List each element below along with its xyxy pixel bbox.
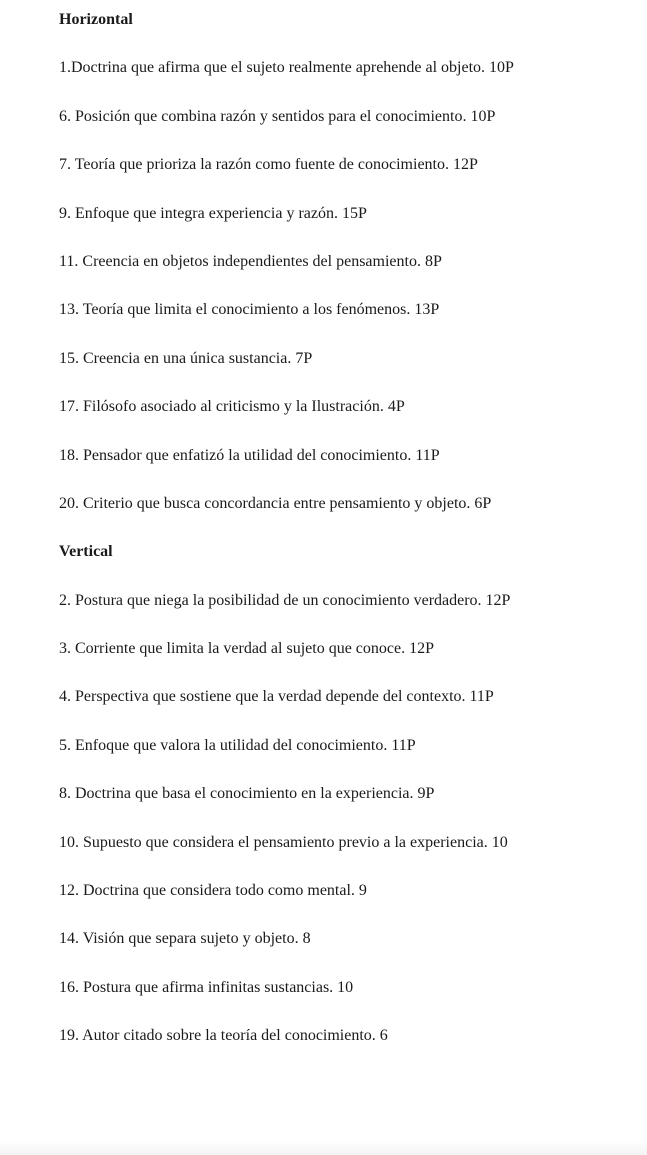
clue-item: 6. Posición que combina razón y sentidos para el conocimiento. 10P	[59, 107, 496, 125]
clue-item: 19. Autor citado sobre la teoría del conocimiento. 6	[59, 1027, 388, 1045]
clue-item: 16. Postura que afirma infinitas sustancias. 10	[59, 978, 354, 996]
section-heading-vertical: Vertical	[59, 543, 113, 561]
document-content	[59, 7, 639, 1072]
clue-item: 13. Teoría que limita el conocimiento a los fenómenos. 13P	[59, 301, 440, 319]
clue-item: 12. Doctrina que considera todo como mental. 9	[59, 882, 367, 900]
clue-item: 17. Filósofo asociado al criticismo y la Ilustración. 4P	[59, 398, 405, 416]
clue-item: 15. Creencia en una única sustancia. 7P	[59, 349, 313, 367]
clue-item: 10. Supuesto que considera el pensamiento previo a la experiencia. 10	[59, 833, 508, 851]
clue-item: 2. Postura que niega la posibilidad de un conocimiento verdadero. 12P	[59, 591, 511, 609]
section-heading-horizontal: Horizontal	[59, 11, 133, 28]
clue-item: 20. Criterio que busca concordancia entre pensamiento y objeto. 6P	[59, 494, 492, 512]
clue-item: 14. Visión que separa sujeto y objeto. 8	[59, 930, 311, 948]
clue-item: 1.Doctrina que afirma que el sujeto realmente aprehende al objeto. 10P	[59, 59, 514, 77]
clue-item: 9. Enfoque que integra experiencia y razón. 15P	[59, 204, 367, 222]
clue-item: 8. Doctrina que basa el conocimiento en la experiencia. 9P	[59, 785, 435, 803]
clue-item: 18. Pensador que enfatizó la utilidad del conocimiento. 11P	[59, 446, 440, 464]
clue-item: 7. Teoría que prioriza la razón como fuente de conocimiento. 12P	[59, 156, 478, 174]
page-bottom-edge	[0, 1141, 647, 1155]
clue-item: 4. Perspectiva que sostiene que la verdad depende del contexto. 11P	[59, 688, 494, 706]
clue-item: 5. Enfoque que valora la utilidad del conocimiento. 11P	[59, 736, 416, 754]
clue-item: 11. Creencia en objetos independientes del pensamiento. 8P	[59, 252, 442, 270]
clue-item: 3. Corriente que limita la verdad al sujeto que conoce. 12P	[59, 640, 434, 658]
